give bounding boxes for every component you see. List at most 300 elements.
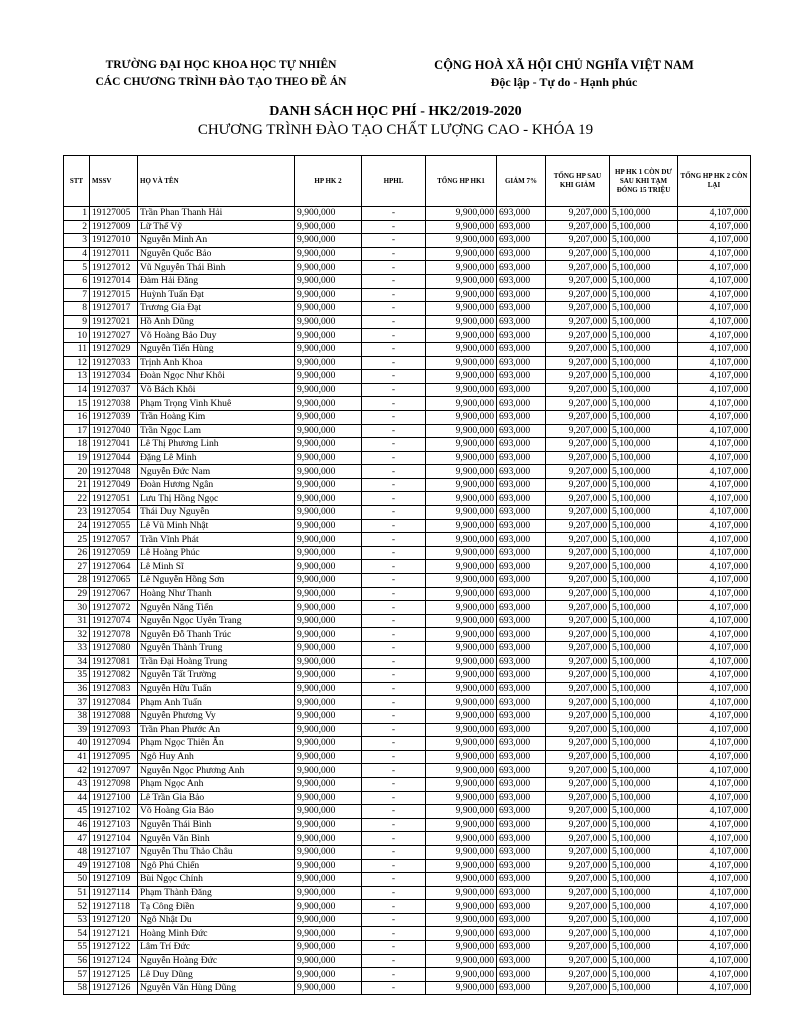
row-tong-sau-giam: 9,207,000 (546, 791, 610, 805)
row-giam: 693,000 (497, 587, 546, 601)
row-giam: 693,000 (497, 669, 546, 683)
table-row (64, 900, 751, 914)
row-tong-hp: 9,900,000 (426, 723, 497, 737)
row-name: Trần Phan Phước An (138, 723, 295, 737)
row-tong-hp: 9,900,000 (426, 709, 497, 723)
col-header-stt: STT (64, 156, 90, 207)
table-row (64, 478, 751, 492)
row-tong-sau-giam: 9,207,000 (546, 546, 610, 560)
table-row (64, 873, 751, 887)
row-tong-sau-giam: 9,207,000 (546, 519, 610, 533)
row-tong-sau-giam: 9,207,000 (546, 315, 610, 329)
row-tong-sau-giam: 9,207,000 (546, 832, 610, 846)
national-header (404, 57, 724, 91)
row-name: Huỳnh Tuấn Đạt (138, 288, 295, 302)
row-tong-hp: 9,900,000 (426, 791, 497, 805)
row-giam: 693,000 (497, 410, 546, 424)
col-header-hp-hk2: HP HK 2 (295, 156, 362, 207)
row-hk1-con-du: 5,100,000 (610, 574, 678, 588)
row-hphl: - (362, 886, 426, 900)
row-tong-hk2-con-lai: 4,107,000 (678, 261, 751, 275)
row-giam: 693,000 (497, 737, 546, 751)
row-tong-sau-giam: 9,207,000 (546, 370, 610, 384)
table-row (64, 805, 751, 819)
row-hp-hk2: 9,900,000 (295, 302, 362, 316)
row-name: Ngô Phú Chiến (138, 859, 295, 873)
row-tong-hp: 9,900,000 (426, 302, 497, 316)
row-hk1-con-du: 5,100,000 (610, 274, 678, 288)
row-hphl: - (362, 900, 426, 914)
row-mssv: 19127097 (90, 764, 138, 778)
row-hk1-con-du: 5,100,000 (610, 397, 678, 411)
table-body (64, 207, 751, 995)
row-mssv: 19127012 (90, 261, 138, 275)
row-mssv: 19127064 (90, 560, 138, 574)
row-stt: 44 (64, 791, 90, 805)
row-stt: 14 (64, 383, 90, 397)
row-hphl: - (362, 220, 426, 234)
row-name: Nguyễn Đỗ Thanh Trúc (138, 628, 295, 642)
row-tong-hp: 9,900,000 (426, 927, 497, 941)
row-hphl: - (362, 655, 426, 669)
row-name: Nguyễn Tất Trường (138, 669, 295, 683)
row-mssv: 19127107 (90, 845, 138, 859)
institution-header (56, 57, 386, 91)
table-row (64, 519, 751, 533)
row-tong-hk2-con-lai: 4,107,000 (678, 207, 751, 221)
row-hphl: - (362, 302, 426, 316)
row-hk1-con-du: 5,100,000 (610, 370, 678, 384)
row-tong-hk2-con-lai: 4,107,000 (678, 601, 751, 615)
row-tong-hk2-con-lai: 4,107,000 (678, 832, 751, 846)
row-giam: 693,000 (497, 886, 546, 900)
table-row (64, 913, 751, 927)
row-giam: 693,000 (497, 941, 546, 955)
row-hphl: - (362, 709, 426, 723)
row-tong-hk2-con-lai: 4,107,000 (678, 709, 751, 723)
table-row (64, 492, 751, 506)
row-name: Phạm Thành Đăng (138, 886, 295, 900)
row-hp-hk2: 9,900,000 (295, 424, 362, 438)
row-name: Nguyễn Phương Vy (138, 709, 295, 723)
table-row (64, 410, 751, 424)
row-stt: 42 (64, 764, 90, 778)
row-giam: 693,000 (497, 465, 546, 479)
table-row (64, 288, 751, 302)
row-tong-sau-giam: 9,207,000 (546, 764, 610, 778)
row-tong-hk2-con-lai: 4,107,000 (678, 247, 751, 261)
row-tong-hp: 9,900,000 (426, 247, 497, 261)
row-stt: 2 (64, 220, 90, 234)
row-tong-hp: 9,900,000 (426, 981, 497, 995)
row-stt: 4 (64, 247, 90, 261)
row-giam: 693,000 (497, 927, 546, 941)
row-name: Lữ Thế Vỹ (138, 220, 295, 234)
row-mssv: 19127014 (90, 274, 138, 288)
row-name: Nguyễn Năng Tiến (138, 601, 295, 615)
row-name: Trần Đại Hoàng Trung (138, 655, 295, 669)
row-hp-hk2: 9,900,000 (295, 954, 362, 968)
row-stt: 3 (64, 234, 90, 248)
row-tong-hp: 9,900,000 (426, 397, 497, 411)
row-hk1-con-du: 5,100,000 (610, 478, 678, 492)
row-mssv: 19127037 (90, 383, 138, 397)
row-name: Nguyễn Tiến Hùng (138, 342, 295, 356)
table-row (64, 302, 751, 316)
row-hp-hk2: 9,900,000 (295, 587, 362, 601)
row-stt: 17 (64, 424, 90, 438)
row-tong-sau-giam: 9,207,000 (546, 574, 610, 588)
row-stt: 56 (64, 954, 90, 968)
row-giam: 693,000 (497, 274, 546, 288)
row-mssv: 19127103 (90, 818, 138, 832)
row-hk1-con-du: 5,100,000 (610, 302, 678, 316)
row-hphl: - (362, 383, 426, 397)
row-hphl: - (362, 451, 426, 465)
row-tong-sau-giam: 9,207,000 (546, 302, 610, 316)
row-name: Ngô Nhật Du (138, 913, 295, 927)
row-hp-hk2: 9,900,000 (295, 805, 362, 819)
row-giam: 693,000 (497, 981, 546, 995)
row-tong-sau-giam: 9,207,000 (546, 873, 610, 887)
row-tong-hp: 9,900,000 (426, 614, 497, 628)
row-tong-hp: 9,900,000 (426, 968, 497, 982)
row-hphl: - (362, 438, 426, 452)
row-hphl: - (362, 764, 426, 778)
row-tong-hk2-con-lai: 4,107,000 (678, 750, 751, 764)
row-name: Nguyễn Hữu Tuấn (138, 682, 295, 696)
row-tong-sau-giam: 9,207,000 (546, 342, 610, 356)
row-giam: 693,000 (497, 424, 546, 438)
row-giam: 693,000 (497, 968, 546, 982)
row-mssv: 19127029 (90, 342, 138, 356)
row-name: Lê Trần Gia Bảo (138, 791, 295, 805)
row-giam: 693,000 (497, 682, 546, 696)
row-tong-hp: 9,900,000 (426, 777, 497, 791)
row-tong-sau-giam: 9,207,000 (546, 207, 610, 221)
row-hp-hk2: 9,900,000 (295, 342, 362, 356)
row-stt: 9 (64, 315, 90, 329)
row-tong-sau-giam: 9,207,000 (546, 329, 610, 343)
table-row (64, 682, 751, 696)
row-hphl: - (362, 207, 426, 221)
row-giam: 693,000 (497, 546, 546, 560)
row-tong-hk2-con-lai: 4,107,000 (678, 288, 751, 302)
table-row (64, 465, 751, 479)
row-stt: 57 (64, 968, 90, 982)
row-name: Võ Hoàng Bảo Duy (138, 329, 295, 343)
row-mssv: 19127072 (90, 601, 138, 615)
row-hp-hk2: 9,900,000 (295, 968, 362, 982)
row-name: Nguyễn Thái Bình (138, 818, 295, 832)
table-row (64, 438, 751, 452)
row-hk1-con-du: 5,100,000 (610, 941, 678, 955)
row-hp-hk2: 9,900,000 (295, 356, 362, 370)
row-tong-sau-giam: 9,207,000 (546, 737, 610, 751)
row-hk1-con-du: 5,100,000 (610, 805, 678, 819)
row-name: Tạ Công Điền (138, 900, 295, 914)
row-hp-hk2: 9,900,000 (295, 709, 362, 723)
row-name: Hồ Anh Dũng (138, 315, 295, 329)
row-mssv: 19127114 (90, 886, 138, 900)
row-tong-hk2-con-lai: 4,107,000 (678, 342, 751, 356)
row-hp-hk2: 9,900,000 (295, 410, 362, 424)
row-stt: 38 (64, 709, 90, 723)
row-tong-hk2-con-lai: 4,107,000 (678, 329, 751, 343)
row-hk1-con-du: 5,100,000 (610, 927, 678, 941)
row-giam: 693,000 (497, 764, 546, 778)
table-row (64, 669, 751, 683)
row-tong-sau-giam: 9,207,000 (546, 397, 610, 411)
row-hphl: - (362, 696, 426, 710)
row-tong-hp: 9,900,000 (426, 696, 497, 710)
row-tong-sau-giam: 9,207,000 (546, 709, 610, 723)
row-hphl: - (362, 913, 426, 927)
row-name: Nguyễn Đức Nam (138, 465, 295, 479)
row-hp-hk2: 9,900,000 (295, 329, 362, 343)
row-mssv: 19127125 (90, 968, 138, 982)
table-row (64, 274, 751, 288)
row-giam: 693,000 (497, 438, 546, 452)
row-mssv: 19127033 (90, 356, 138, 370)
row-hphl: - (362, 873, 426, 887)
row-hphl: - (362, 574, 426, 588)
row-stt: 47 (64, 832, 90, 846)
row-hp-hk2: 9,900,000 (295, 696, 362, 710)
row-mssv: 19127009 (90, 220, 138, 234)
row-stt: 58 (64, 981, 90, 995)
row-name: Phạm Ngọc Anh (138, 777, 295, 791)
row-tong-hp: 9,900,000 (426, 438, 497, 452)
table-row (64, 315, 751, 329)
row-tong-hp: 9,900,000 (426, 886, 497, 900)
row-hk1-con-du: 5,100,000 (610, 859, 678, 873)
row-tong-sau-giam: 9,207,000 (546, 845, 610, 859)
col-header-tong-hk2-con-lai: TỔNG HP HK 2 CÒN LẠI (678, 156, 751, 207)
row-name: Thái Duy Nguyễn (138, 506, 295, 520)
row-mssv: 19127093 (90, 723, 138, 737)
row-tong-sau-giam: 9,207,000 (546, 424, 610, 438)
row-name: Lê Vũ Minh Nhật (138, 519, 295, 533)
row-hk1-con-du: 5,100,000 (610, 410, 678, 424)
row-hp-hk2: 9,900,000 (295, 655, 362, 669)
row-hphl: - (362, 288, 426, 302)
row-giam: 693,000 (497, 709, 546, 723)
row-hp-hk2: 9,900,000 (295, 383, 362, 397)
row-tong-hp: 9,900,000 (426, 560, 497, 574)
row-mssv: 19127083 (90, 682, 138, 696)
row-tong-sau-giam: 9,207,000 (546, 356, 610, 370)
row-giam: 693,000 (497, 750, 546, 764)
row-giam: 693,000 (497, 560, 546, 574)
col-header-giam: GIẢM 7% (497, 156, 546, 207)
row-hp-hk2: 9,900,000 (295, 723, 362, 737)
row-tong-hp: 9,900,000 (426, 764, 497, 778)
row-tong-sau-giam: 9,207,000 (546, 723, 610, 737)
row-tong-hk2-con-lai: 4,107,000 (678, 506, 751, 520)
row-mssv: 19127120 (90, 913, 138, 927)
row-name: Nguyễn Hoàng Đức (138, 954, 295, 968)
row-hk1-con-du: 5,100,000 (610, 234, 678, 248)
row-tong-hk2-con-lai: 4,107,000 (678, 478, 751, 492)
table-row (64, 601, 751, 615)
row-name: Hoàng Minh Đức (138, 927, 295, 941)
row-hk1-con-du: 5,100,000 (610, 587, 678, 601)
table-row (64, 628, 751, 642)
row-tong-sau-giam: 9,207,000 (546, 288, 610, 302)
row-tong-hk2-con-lai: 4,107,000 (678, 302, 751, 316)
row-tong-sau-giam: 9,207,000 (546, 451, 610, 465)
row-name: Trần Hoàng Kim (138, 410, 295, 424)
row-name: Nguyễn Thành Trung (138, 642, 295, 656)
row-hphl: - (362, 247, 426, 261)
row-hp-hk2: 9,900,000 (295, 220, 362, 234)
row-tong-sau-giam: 9,207,000 (546, 383, 610, 397)
table-row (64, 342, 751, 356)
row-hphl: - (362, 954, 426, 968)
row-name: Trần Ngọc Lam (138, 424, 295, 438)
row-mssv: 19127034 (90, 370, 138, 384)
row-hp-hk2: 9,900,000 (295, 682, 362, 696)
table-row (64, 451, 751, 465)
row-giam: 693,000 (497, 614, 546, 628)
row-hp-hk2: 9,900,000 (295, 247, 362, 261)
row-giam: 693,000 (497, 655, 546, 669)
row-stt: 6 (64, 274, 90, 288)
row-tong-sau-giam: 9,207,000 (546, 777, 610, 791)
row-mssv: 19127118 (90, 900, 138, 914)
row-tong-hp: 9,900,000 (426, 370, 497, 384)
row-giam: 693,000 (497, 954, 546, 968)
row-name: Nguyễn Văn Hùng Dũng (138, 981, 295, 995)
row-mssv: 19127078 (90, 628, 138, 642)
row-hphl: - (362, 669, 426, 683)
row-tong-hk2-con-lai: 4,107,000 (678, 968, 751, 982)
row-name: Trần Vĩnh Phát (138, 533, 295, 547)
row-tong-hp: 9,900,000 (426, 533, 497, 547)
row-stt: 53 (64, 913, 90, 927)
row-hp-hk2: 9,900,000 (295, 750, 362, 764)
row-tong-hk2-con-lai: 4,107,000 (678, 655, 751, 669)
row-hk1-con-du: 5,100,000 (610, 533, 678, 547)
table-row (64, 954, 751, 968)
row-giam: 693,000 (497, 478, 546, 492)
col-header-hphl: HPHL (362, 156, 426, 207)
row-giam: 693,000 (497, 601, 546, 615)
row-hk1-con-du: 5,100,000 (610, 261, 678, 275)
row-giam: 693,000 (497, 288, 546, 302)
row-tong-sau-giam: 9,207,000 (546, 601, 610, 615)
row-tong-sau-giam: 9,207,000 (546, 478, 610, 492)
table-row (64, 845, 751, 859)
row-tong-sau-giam: 9,207,000 (546, 465, 610, 479)
row-tong-sau-giam: 9,207,000 (546, 927, 610, 941)
col-header-hk1-con-du: HP HK 1 CÒN DƯ SAU KHI TẠM ĐÓNG 15 TRIỆU (610, 156, 678, 207)
row-tong-sau-giam: 9,207,000 (546, 220, 610, 234)
row-tong-sau-giam: 9,207,000 (546, 682, 610, 696)
row-hphl: - (362, 424, 426, 438)
row-hk1-con-du: 5,100,000 (610, 356, 678, 370)
row-giam: 693,000 (497, 873, 546, 887)
row-stt: 29 (64, 587, 90, 601)
row-tong-sau-giam: 9,207,000 (546, 981, 610, 995)
row-tong-hk2-con-lai: 4,107,000 (678, 777, 751, 791)
row-hp-hk2: 9,900,000 (295, 913, 362, 927)
row-tong-hp: 9,900,000 (426, 832, 497, 846)
row-tong-hp: 9,900,000 (426, 329, 497, 343)
row-tong-sau-giam: 9,207,000 (546, 669, 610, 683)
row-giam: 693,000 (497, 859, 546, 873)
row-tong-hk2-con-lai: 4,107,000 (678, 682, 751, 696)
table-row (64, 560, 751, 574)
row-hk1-con-du: 5,100,000 (610, 451, 678, 465)
row-tong-hp: 9,900,000 (426, 519, 497, 533)
row-mssv: 19127084 (90, 696, 138, 710)
row-hphl: - (362, 723, 426, 737)
row-tong-hp: 9,900,000 (426, 642, 497, 656)
col-header-name: HỌ VÀ TÊN (138, 156, 295, 207)
row-hphl: - (362, 356, 426, 370)
row-tong-hp: 9,900,000 (426, 805, 497, 819)
row-stt: 28 (64, 574, 90, 588)
row-name: Phạm Anh Tuấn (138, 696, 295, 710)
row-stt: 5 (64, 261, 90, 275)
row-hk1-con-du: 5,100,000 (610, 954, 678, 968)
row-hp-hk2: 9,900,000 (295, 981, 362, 995)
row-hphl: - (362, 927, 426, 941)
row-hp-hk2: 9,900,000 (295, 764, 362, 778)
row-stt: 43 (64, 777, 90, 791)
row-mssv: 19127021 (90, 315, 138, 329)
row-tong-sau-giam: 9,207,000 (546, 587, 610, 601)
row-stt: 39 (64, 723, 90, 737)
row-stt: 33 (64, 642, 90, 656)
row-tong-hp: 9,900,000 (426, 750, 497, 764)
row-giam: 693,000 (497, 329, 546, 343)
row-hk1-con-du: 5,100,000 (610, 981, 678, 995)
row-hp-hk2: 9,900,000 (295, 886, 362, 900)
row-tong-hk2-con-lai: 4,107,000 (678, 519, 751, 533)
row-tong-sau-giam: 9,207,000 (546, 642, 610, 656)
row-tong-hp: 9,900,000 (426, 845, 497, 859)
row-tong-sau-giam: 9,207,000 (546, 805, 610, 819)
row-giam: 693,000 (497, 818, 546, 832)
row-mssv: 19127049 (90, 478, 138, 492)
row-tong-hk2-con-lai: 4,107,000 (678, 873, 751, 887)
row-hphl: - (362, 968, 426, 982)
row-hk1-con-du: 5,100,000 (610, 886, 678, 900)
row-hk1-con-du: 5,100,000 (610, 383, 678, 397)
row-stt: 23 (64, 506, 90, 520)
row-hp-hk2: 9,900,000 (295, 274, 362, 288)
row-giam: 693,000 (497, 261, 546, 275)
table-row (64, 791, 751, 805)
row-stt: 41 (64, 750, 90, 764)
row-name: Nguyễn Ngọc Uyên Trang (138, 614, 295, 628)
row-hp-hk2: 9,900,000 (295, 791, 362, 805)
row-tong-hp: 9,900,000 (426, 220, 497, 234)
row-mssv: 19127057 (90, 533, 138, 547)
row-tong-hp: 9,900,000 (426, 356, 497, 370)
row-tong-hp: 9,900,000 (426, 818, 497, 832)
row-giam: 693,000 (497, 519, 546, 533)
document-title: DANH SÁCH HỌC PHÍ - HK2/2019-2020 (269, 104, 522, 119)
row-tong-sau-giam: 9,207,000 (546, 913, 610, 927)
row-mssv: 19127074 (90, 614, 138, 628)
row-tong-hk2-con-lai: 4,107,000 (678, 533, 751, 547)
row-mssv: 19127095 (90, 750, 138, 764)
row-tong-hk2-con-lai: 4,107,000 (678, 845, 751, 859)
